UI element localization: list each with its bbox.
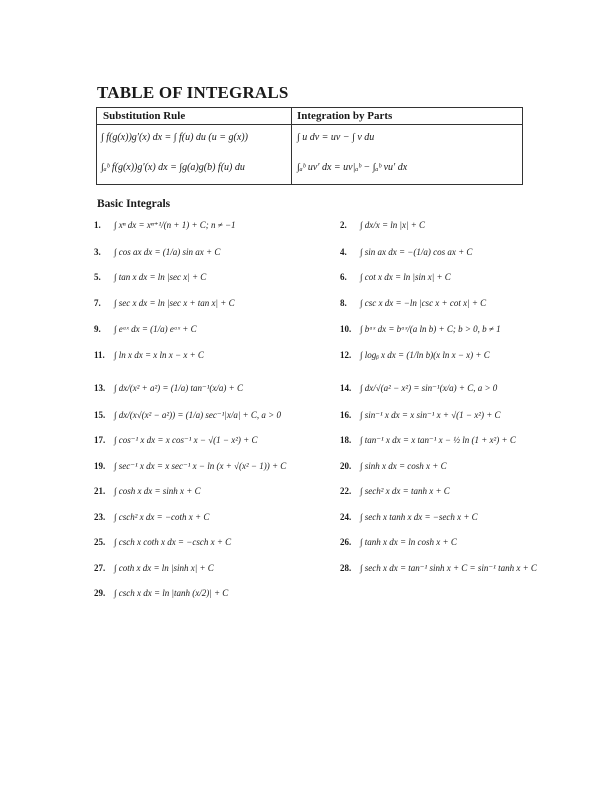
integral-formula: ∫ tanh x dx = ln cosh x + C [360,537,457,547]
integral-number: 24. [340,512,352,522]
integral-formula: ∫ csc x dx = −ln |csc x + cot x| + C [360,298,487,308]
integral-number: 26. [340,537,352,547]
integral-number: 22. [340,486,352,496]
integral-item [340,435,516,446]
integral-formula: ∫ sech x dx = tan⁻¹ sinh x + C = sin⁻¹ tanh x + C [360,563,537,573]
integral-number: 29. [94,588,106,598]
integral-number: 13. [94,383,106,393]
integral-item [94,512,209,522]
integral-item [94,220,236,231]
integral-number: 14. [340,383,352,393]
integral-formula: ∫ tan x dx = ln |sec x| + C [114,272,207,282]
integral-item [340,486,450,496]
integral-item [94,383,243,394]
parts-rule-definite: ∫ₐᵇ uv′ dx = uv|ₐᵇ − ∫ₐᵇ vu′ dx [297,162,408,173]
integral-item [340,563,537,574]
integral-number: 25. [94,537,106,547]
integral-item [94,486,201,496]
integral-number: 21. [94,486,106,496]
integral-formula: ∫ dx/√(a² − x²) = sin⁻¹(x/a) + C, a > 0 [360,383,498,393]
integral-item [94,247,220,257]
parts-rule-indefinite: ∫ u dv = uv − ∫ v du [297,132,375,143]
integral-number: 9. [94,324,101,334]
integral-formula: ∫ coth x dx = ln |sinh x| + C [114,563,214,573]
integral-item [94,588,228,598]
integral-formula: ∫ tan⁻¹ x dx = x tan⁻¹ x − ½ ln (1 + x²) + C [360,435,516,445]
integral-number: 1. [94,220,101,230]
integral-item [94,298,235,308]
integral-item [94,461,286,472]
integral-formula: ∫ eᵃˣ dx = (1/a) eᵃˣ + C [114,324,197,334]
integral-number: 20. [340,461,352,471]
integral-item [340,324,501,334]
integral-number: 10. [340,324,352,334]
integral-number: 27. [94,563,106,573]
integral-item [340,537,457,547]
integral-number: 5. [94,272,101,282]
integral-formula: ∫ sech x tanh x dx = −sech x + C [360,512,478,522]
integral-number: 19. [94,461,106,471]
integral-item [340,247,472,257]
integral-item [340,220,425,230]
integral-item [94,563,214,573]
integral-formula: ∫ bᵃˣ dx = bᵃˣ/(a ln b) + C; b > 0, b ≠ 1 [360,324,501,334]
integral-number: 6. [340,272,347,282]
integral-number: 2. [340,220,347,230]
integral-number: 8. [340,298,347,308]
integral-formula: ∫ cosh x dx = sinh x + C [114,486,201,496]
integral-number: 17. [94,435,106,445]
integral-item [340,461,447,471]
integral-number: 16. [340,410,352,420]
substitution-rule-indefinite: ∫ f(g(x))g′(x) dx = ∫ f(u) du (u = g(x)) [101,132,248,143]
integral-number: 4. [340,247,347,257]
integral-formula: ∫ csch x dx = ln |tanh (x/2)| + C [114,588,229,598]
integral-number: 12. [340,350,352,360]
integral-formula: ∫ cos ax dx = (1/a) sin ax + C [114,247,221,257]
integral-formula: ∫ dx/(x√(x² − a²)) = (1/a) sec⁻¹|x/a| + C, a > 0 [114,410,281,420]
integral-item [94,272,206,282]
integral-formula: ∫ sech² x dx = tanh x + C [360,486,450,496]
integral-formula: ∫ dx/(x² + a²) = (1/a) tan⁻¹(x/a) + C [114,383,244,393]
basic-integrals-title: Basic Integrals [97,198,171,210]
integral-formula: ∫ cos⁻¹ x dx = x cos⁻¹ x − √(1 − x²) + C [114,435,258,445]
integral-formula: ∫ dx/x = ln |x| + C [360,220,426,230]
integral-formula: ∫ xⁿ dx = xⁿ⁺¹/(n + 1) + C; n ≠ −1 [114,220,236,230]
integral-formula: ∫ sec x dx = ln |sec x + tan x| + C [114,298,235,308]
integral-number: 11. [94,350,105,360]
integral-item [94,350,204,360]
substitution-rule-title: Substitution Rule [103,110,186,122]
rules-divider [291,107,292,185]
integral-number: 3. [94,247,101,257]
integral-formula: ∫ csch² x dx = −coth x + C [114,512,210,522]
integral-item [340,350,490,360]
page-title: TABLE OF INTEGRALS [97,83,289,102]
integral-item [340,298,486,308]
integral-number: 18. [340,435,352,445]
integral-item [340,272,451,282]
integral-formula: ∫ sin ax dx = −(1/a) cos ax + C [360,247,473,257]
integral-number: 28. [340,563,352,573]
integral-item [340,383,497,394]
integral-formula: ∫ sec⁻¹ x dx = x sec⁻¹ x − ln (x + √(x² − 1)) + C [114,461,287,471]
integral-formula: ∫ sinh x dx = cosh x + C [360,461,447,471]
integral-formula: ∫ logᵦ x dx = (1/ln b)(x ln x − x) + C [360,350,490,360]
integral-formula: ∫ csch x coth x dx = −csch x + C [114,537,232,547]
integral-item [94,324,197,334]
integral-number: 15. [94,410,106,420]
integration-by-parts-title: Integration by Parts [297,110,393,122]
integral-item [94,410,281,421]
rules-header-line [96,124,523,125]
integral-number: 7. [94,298,101,308]
integral-item [94,537,231,547]
substitution-rule-definite: ∫ₐᵇ f(g(x))g′(x) dx = ∫g(a)g(b) f(u) du [101,162,245,173]
integral-number: 23. [94,512,106,522]
integral-formula: ∫ ln x dx = x ln x − x + C [114,350,204,360]
integral-formula: ∫ cot x dx = ln |sin x| + C [360,272,451,282]
integral-item [94,435,258,446]
integral-item [340,410,501,421]
integral-item [340,512,478,522]
integral-formula: ∫ sin⁻¹ x dx = x sin⁻¹ x + √(1 − x²) + C [360,410,501,420]
